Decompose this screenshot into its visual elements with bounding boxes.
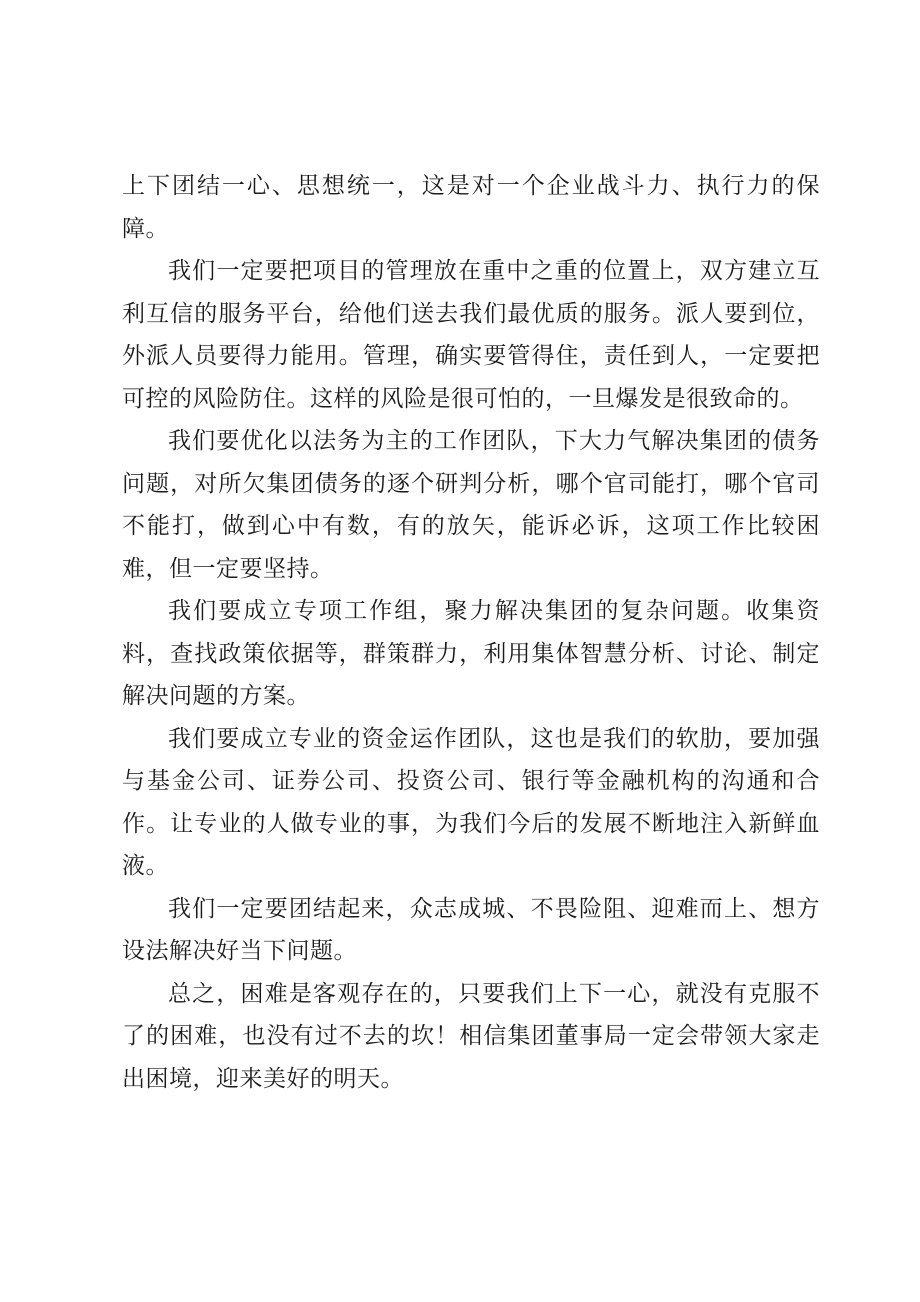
paragraph-1: 上下团结一心、思想统一，这是对一个企业战斗力、执行力的保障。 — [122, 173, 820, 242]
paragraph-5: 我们要成立专业的资金运作团队，这也是我们的软肋，要加强与基金公司、证券公司、投资公司、银行等金融机构的沟通和合作。让专业的人做专业的事，为我们今后的发展不断地注入新鲜血液。 — [122, 725, 820, 879]
paragraph-3: 我们要优化以法务为主的工作团队，下大力气解决集团的债务问题，对所欠集团债务的逐个研判分析，哪个官司能打，哪个官司不能打，做到心中有数，有的放矢，能诉必诉，这项工作比较困难，但一定要坚持。 — [122, 428, 820, 582]
paragraph-7: 总之，困难是客观存在的，只要我们上下一心，就没有克服不了的困难，也没有过不去的坎！相信集团董事局一定会带领大家走出困境，迎来美好的明天。 — [122, 980, 820, 1092]
paragraph-2: 我们一定要把项目的管理放在重中之重的位置上，双方建立互利互信的服务平台，给他们送去我们最优质的服务。派人要到位，外派人员要得力能用。管理，确实要管得住，责任到人，一定要把可控的风险防住。这样的风险是很可怕的，一旦爆发是很致命的。 — [122, 258, 820, 412]
document-body — [122, 165, 820, 1100]
paragraph-4: 我们要成立专项工作组，聚力解决集团的复杂问题。收集资料，查找政策依据等，群策群力，利用集体智慧分析、讨论、制定解决问题的方案。 — [122, 598, 820, 709]
paragraph-6: 我们一定要团结起来，众志成城、不畏险阻、迎难而上、想方设法解决好当下问题。 — [122, 895, 820, 964]
